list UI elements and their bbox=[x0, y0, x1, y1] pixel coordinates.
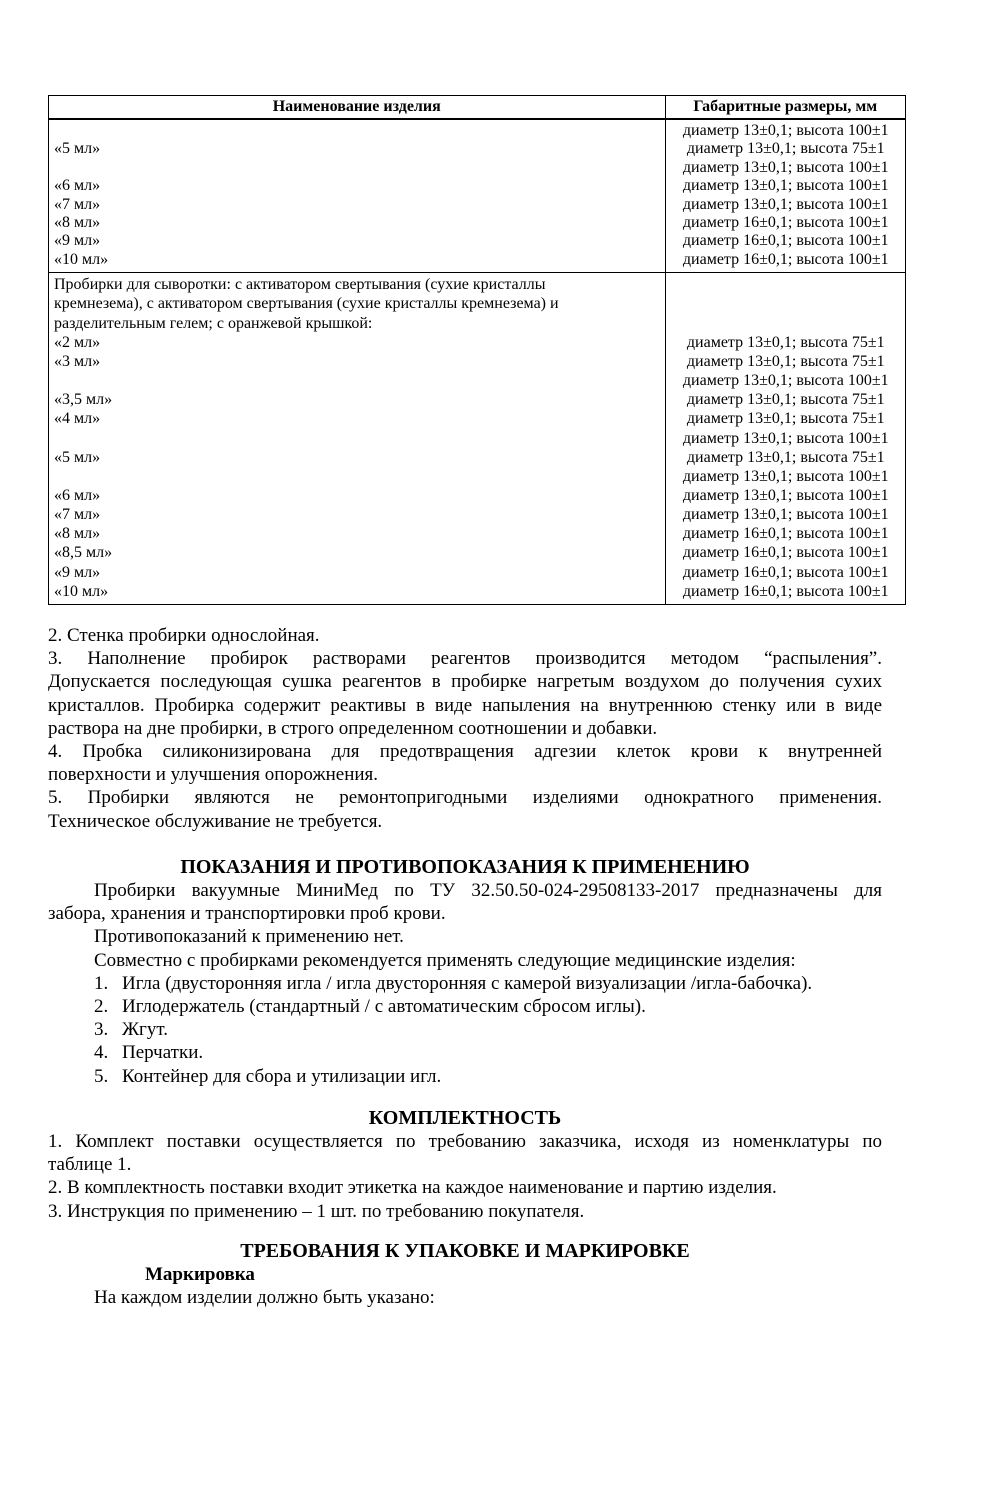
list-item-text: Перчатки. bbox=[122, 1042, 204, 1064]
table-line bbox=[49, 294, 905, 313]
product-name-cell: Пробирки для сыворотки: с активатором свертывания (сухие кристаллы bbox=[54, 276, 546, 294]
marking-lead-line: На каждом изделии должно быть указано: bbox=[94, 1287, 435, 1309]
product-name-cell: «5 мл» bbox=[54, 140, 101, 158]
dimensions-cell: диаметр 13±0,1; высота 100±1 bbox=[682, 372, 889, 390]
dimensions-cell: диаметр 16±0,1; высота 100±1 bbox=[682, 582, 889, 600]
table-row-serum-tubes bbox=[49, 272, 905, 604]
subsection-title-marking: Маркировка bbox=[145, 1263, 255, 1285]
product-name-cell: «5 мл» bbox=[54, 448, 101, 466]
dimensions-cell: диаметр 16±0,1; высота 100±1 bbox=[682, 525, 889, 543]
product-name-cell: «9 мл» bbox=[54, 563, 101, 581]
table-line bbox=[49, 196, 905, 214]
dimensions-cell: диаметр 13±0,1; высота 100±1 bbox=[682, 158, 889, 176]
list-item-number: 3. bbox=[94, 1019, 109, 1041]
dimensions-cell: диаметр 13±0,1; высота 75±1 bbox=[686, 333, 885, 351]
dimensions-cell bbox=[665, 314, 906, 333]
table-line bbox=[49, 429, 905, 448]
list-item-needle bbox=[48, 972, 882, 995]
product-name-cell: «8 мл» bbox=[54, 214, 101, 232]
list-item-text: Иглодержатель (стандартный / с автоматическим сбросом иглы). bbox=[122, 995, 646, 1017]
list-item-gloves bbox=[48, 1041, 882, 1064]
table-line bbox=[49, 177, 905, 195]
list-item-number: 5. bbox=[94, 1065, 109, 1087]
product-name-cell: «3 мл» bbox=[54, 352, 101, 370]
table-line bbox=[49, 352, 905, 371]
spec-item-4-line: 4. Пробка силиконизирована для предотвращения адгезии клеток крови к внутренней bbox=[48, 740, 882, 762]
dimensions-cell: диаметр 16±0,1; высота 100±1 bbox=[682, 214, 889, 232]
dimensions-cell: диаметр 13±0,1; высота 75±1 bbox=[686, 140, 885, 158]
section-title-indications: ПОКАЗАНИЯ И ПРОТИВОПОКАЗАНИЯ К ПРИМЕНЕНИЮ bbox=[180, 855, 750, 878]
spec-item-4-line: поверхности и улучшения опорожнения. bbox=[48, 764, 379, 786]
dimensions-cell: диаметр 16±0,1; высота 100±1 bbox=[682, 544, 889, 562]
table-line bbox=[49, 251, 905, 269]
product-name-cell: «10 мл» bbox=[54, 250, 109, 268]
product-name-cell bbox=[49, 467, 665, 486]
list-item-text: Контейнер для сбора и утилизации игл. bbox=[122, 1065, 442, 1087]
product-name-cell: «8 мл» bbox=[54, 525, 101, 543]
dimensions-cell: диаметр 13±0,1; высота 75±1 bbox=[686, 448, 885, 466]
table-line bbox=[49, 232, 905, 250]
no-contraindications-line: Противопоказаний к применению нет. bbox=[94, 926, 404, 948]
table-line bbox=[49, 543, 905, 562]
table-line bbox=[49, 467, 905, 486]
product-name-cell: кремнезема), с активатором свертывания (сухие кристаллы кремнезема) и bbox=[54, 295, 559, 313]
list-item-holder bbox=[48, 995, 882, 1018]
spec-item-5-line: 5. Пробирки являются не ремонтопригодными изделиями однократного применения. bbox=[48, 787, 882, 809]
spec-item-3-line: раствора на дне пробирки, в строго определенном соотношении и добавки. bbox=[48, 717, 658, 739]
product-spec-table bbox=[48, 95, 906, 605]
section-packaging bbox=[48, 1240, 882, 1310]
spec-item-2: 2. Стенка пробирки однослойная. bbox=[48, 624, 320, 646]
table-line bbox=[49, 122, 905, 140]
list-item-number: 2. bbox=[94, 995, 109, 1017]
dimensions-cell: диаметр 13±0,1; высота 75±1 bbox=[686, 391, 885, 409]
table-line bbox=[49, 314, 905, 333]
dimensions-cell: диаметр 16±0,1; высота 100±1 bbox=[682, 250, 889, 268]
header-dimensions-column: Габаритные размеры, мм bbox=[665, 96, 906, 118]
table-line bbox=[49, 275, 905, 294]
table-line bbox=[49, 390, 905, 409]
spec-item-3-line: 3. Наполнение пробирок растворами реагентов производится методом “распыления”. bbox=[48, 648, 882, 670]
table-row-tubes-continued bbox=[49, 120, 905, 272]
table-line bbox=[49, 448, 905, 467]
spec-item-3-line: кристаллов. Пробирка содержит реактивы в виде напыления на внутреннюю стенку или в виде bbox=[48, 694, 882, 716]
section-indications bbox=[48, 856, 882, 1088]
list-item-tourniquet bbox=[48, 1018, 882, 1041]
dimensions-cell: диаметр 13±0,1; высота 100±1 bbox=[682, 122, 889, 139]
list-item-number: 1. bbox=[94, 972, 109, 994]
product-name-cell: «9 мл» bbox=[54, 232, 101, 250]
list-item-text: Жгут. bbox=[122, 1019, 168, 1041]
product-name-cell: «3,5 мл» bbox=[54, 391, 113, 409]
section-title-completeness: КОМПЛЕКТНОСТЬ bbox=[368, 1106, 562, 1129]
table-line bbox=[49, 333, 905, 352]
indications-intro-line: забора, хранения и транспортировки проб крови. bbox=[48, 903, 446, 925]
table-line bbox=[49, 159, 905, 177]
dimensions-cell: диаметр 16±0,1; высота 100±1 bbox=[682, 563, 889, 581]
spec-paragraphs bbox=[48, 624, 882, 833]
section-title-packaging: ТРЕБОВАНИЯ К УПАКОВКЕ И МАРКИРОВКЕ bbox=[240, 1239, 690, 1262]
completeness-item-3: 3. Инструкция по применению – 1 шт. по требованию покупателя. bbox=[48, 1200, 585, 1222]
product-name-cell: «7 мл» bbox=[54, 506, 101, 524]
product-name-cell: «6 мл» bbox=[54, 177, 101, 195]
table-line bbox=[49, 563, 905, 582]
product-name-cell: «2 мл» bbox=[54, 333, 101, 351]
dimensions-cell bbox=[665, 275, 906, 294]
dimensions-cell: диаметр 13±0,1; высота 100±1 bbox=[682, 486, 889, 504]
dimensions-cell: диаметр 13±0,1; высота 100±1 bbox=[682, 195, 889, 213]
list-item-number: 4. bbox=[94, 1042, 109, 1064]
indications-intro-line: Пробирки вакуумные МиниМед по ТУ 32.50.50-024-29508133-2017 предназначены для bbox=[94, 879, 882, 901]
header-product-column: Наименование изделия bbox=[272, 98, 441, 115]
completeness-item-1-line: 1. Комплект поставки осуществляется по требованию заказчика, исходя из номенклатуры по bbox=[48, 1130, 882, 1152]
spec-item-5-line: Техническое обслуживание не требуется. bbox=[48, 810, 383, 832]
dimensions-cell: диаметр 13±0,1; высота 100±1 bbox=[682, 177, 889, 195]
dimensions-cell: диаметр 13±0,1; высота 100±1 bbox=[682, 506, 889, 524]
recommended-products-line: Совместно с пробирками рекомендуется применять следующие медицинские изделия: bbox=[94, 949, 796, 971]
dimensions-cell: диаметр 13±0,1; высота 75±1 bbox=[686, 410, 885, 428]
dimensions-cell: диаметр 13±0,1; высота 100±1 bbox=[682, 467, 889, 485]
table-line bbox=[49, 582, 905, 601]
product-name-cell bbox=[49, 122, 665, 140]
completeness-item-2: 2. В комплектность поставки входит этикетка на каждое наименование и партию изделия. bbox=[48, 1177, 777, 1199]
dimensions-cell: диаметр 13±0,1; высота 100±1 bbox=[682, 429, 889, 447]
product-name-cell: «4 мл» bbox=[54, 410, 101, 428]
table-line bbox=[49, 140, 905, 158]
product-name-cell bbox=[49, 429, 665, 448]
spec-item-3-line: Допускается последующая сушка реагентов в пробирке нагретым воздухом до получения сухих bbox=[48, 671, 882, 693]
product-name-cell bbox=[49, 371, 665, 390]
table-line bbox=[49, 214, 905, 232]
product-name-cell bbox=[49, 159, 665, 177]
section-completeness bbox=[48, 1107, 882, 1223]
list-item-container bbox=[48, 1065, 882, 1088]
dimensions-cell bbox=[665, 294, 906, 313]
table-line bbox=[49, 505, 905, 524]
document-page bbox=[0, 95, 1000, 1509]
product-name-cell: «7 мл» bbox=[54, 195, 101, 213]
table-line bbox=[49, 524, 905, 543]
product-name-cell: «10 мл» bbox=[54, 582, 109, 600]
product-name-cell: разделительным гелем; с оранжевой крышкой: bbox=[54, 314, 373, 332]
table-line bbox=[49, 409, 905, 428]
table-header-row bbox=[49, 96, 905, 120]
table-line bbox=[49, 371, 905, 390]
product-name-cell: «8,5 мл» bbox=[54, 544, 113, 562]
table-line bbox=[49, 486, 905, 505]
completeness-item-1-line: таблице 1. bbox=[48, 1154, 132, 1176]
product-name-cell: «6 мл» bbox=[54, 486, 101, 504]
dimensions-cell: диаметр 16±0,1; высота 100±1 bbox=[682, 232, 889, 250]
list-item-text: Игла (двусторонняя игла / игла двусторонняя с камерой визуализации /игла-бабочка). bbox=[122, 972, 813, 994]
dimensions-cell: диаметр 13±0,1; высота 75±1 bbox=[686, 352, 885, 370]
